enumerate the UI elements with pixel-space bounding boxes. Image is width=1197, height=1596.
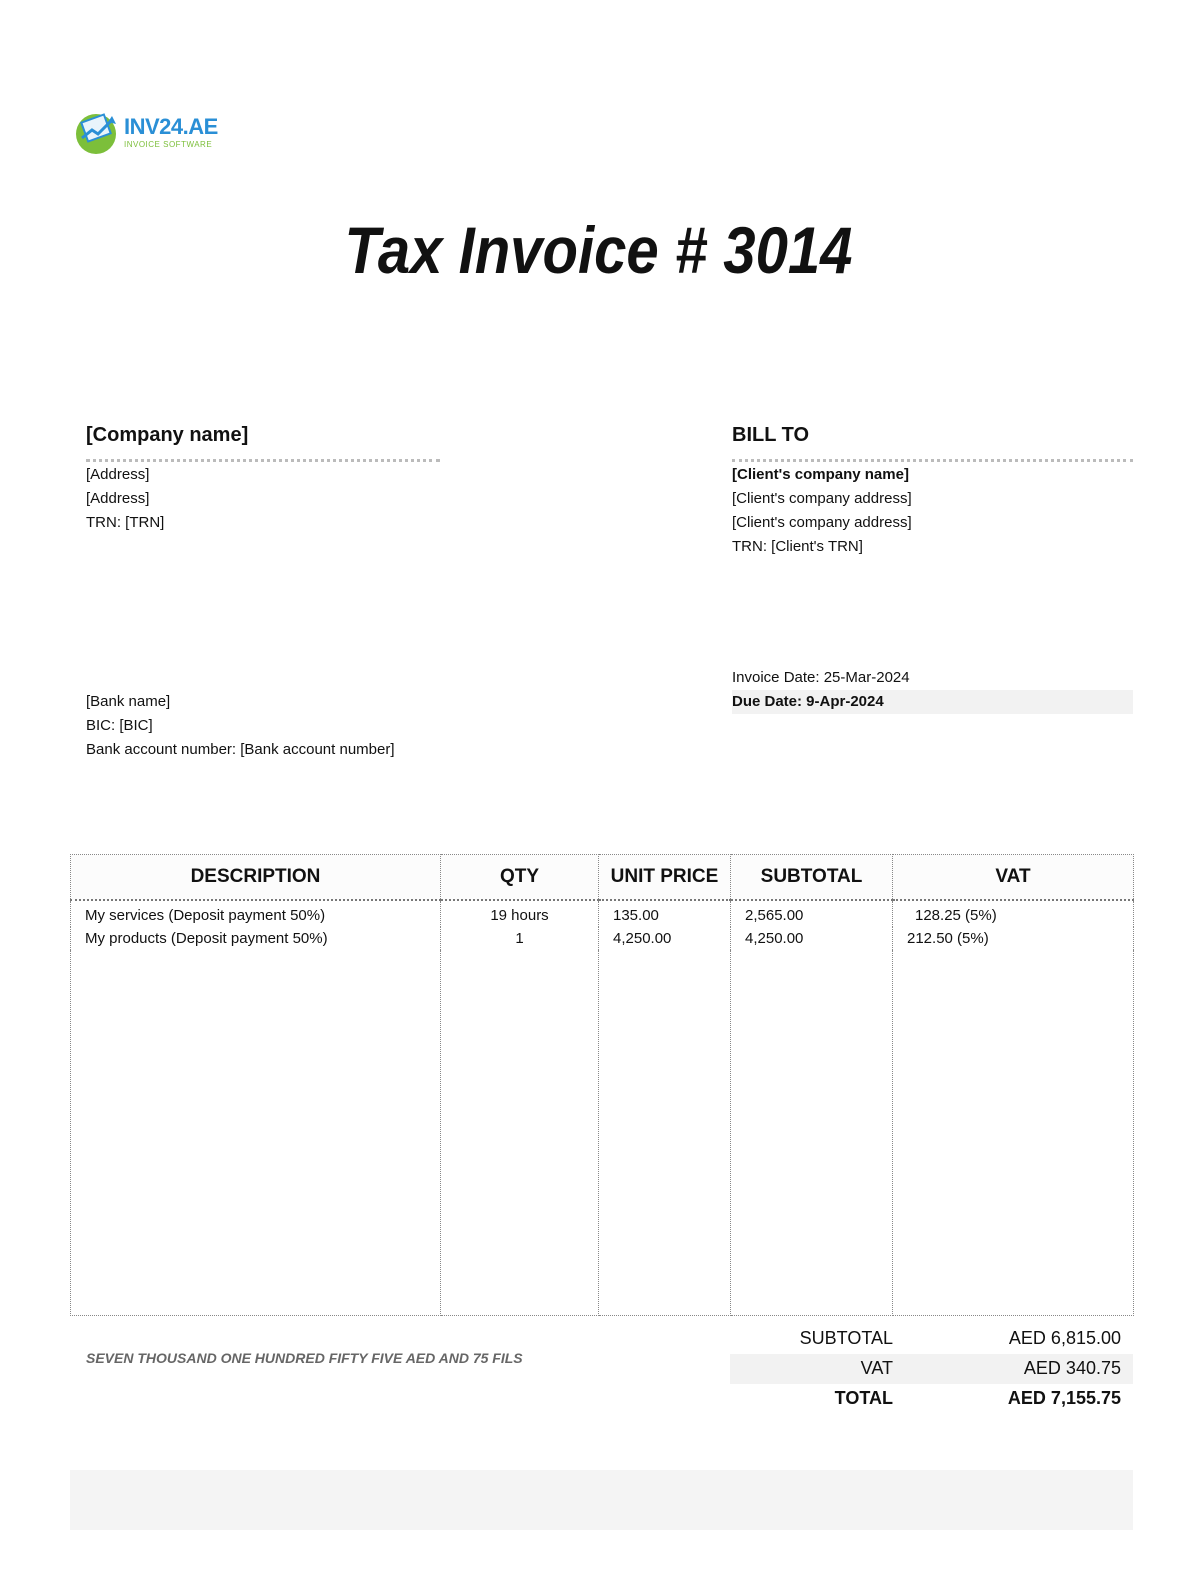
client-address-1: [Client's company address]	[732, 490, 912, 507]
header-qty: QTY	[441, 855, 599, 901]
bank-details	[86, 690, 395, 762]
header-unit-price: UNIT PRICE	[599, 855, 731, 901]
logo-mark	[72, 108, 122, 156]
row-description: My products (Deposit payment 50%)	[71, 927, 441, 950]
client-trn: TRN: [Client's TRN]	[732, 538, 863, 555]
row-description: My services (Deposit payment 50%)	[71, 900, 441, 927]
logo-tagline: INVOICE SOFTWARE	[124, 140, 213, 149]
bill-to-divider	[732, 459, 1133, 462]
totals-block	[730, 1324, 1133, 1414]
total-label: TOTAL	[834, 1388, 893, 1408]
total-value: AED 7,155.75	[1007, 1388, 1121, 1408]
row-vat: 212.50 (5%)	[893, 927, 1134, 950]
subtotal-row	[730, 1324, 1133, 1354]
row-qty: 1	[441, 927, 599, 950]
client-details	[732, 463, 912, 559]
total-row	[730, 1384, 1133, 1414]
bank-name: [Bank name]	[86, 693, 171, 710]
table-row	[71, 927, 1134, 950]
company-trn: TRN: [TRN]	[86, 514, 165, 531]
bill-to-title: BILL TO	[732, 424, 810, 446]
table-empty-area	[71, 950, 1134, 1316]
items-table	[70, 854, 1134, 1316]
invoice-title: Tax Invoice # 3014	[344, 213, 853, 287]
company-name: [Company name]	[86, 424, 249, 446]
due-date: Due Date: 9-Apr-2024	[732, 690, 1133, 714]
client-name: [Client's company name]	[732, 466, 909, 483]
table-row	[71, 900, 1134, 927]
bank-account: Bank account number: [Bank account number]	[86, 741, 395, 758]
header-description: DESCRIPTION	[71, 855, 441, 901]
logo-name: INV24.AE	[124, 114, 218, 139]
row-unit-price: 4,250.00	[599, 927, 731, 950]
invoice-dates	[732, 666, 1133, 714]
subtotal-label: SUBTOTAL	[799, 1328, 893, 1348]
header-subtotal: SUBTOTAL	[731, 855, 893, 901]
vat-row	[730, 1354, 1133, 1384]
client-address-2: [Client's company address]	[732, 514, 912, 531]
bank-bic: BIC: [BIC]	[86, 717, 153, 734]
table-header-row	[71, 855, 1134, 901]
amount-in-words: SEVEN THOUSAND ONE HUNDRED FIFTY FIVE AED AND 75 FILS	[86, 1350, 523, 1366]
vat-label: VAT	[860, 1358, 893, 1378]
vat-value: AED 340.75	[1023, 1358, 1121, 1378]
invoice-date: Invoice Date: 25-Mar-2024	[732, 669, 910, 686]
row-subtotal: 4,250.00	[731, 927, 893, 950]
row-qty: 19 hours	[441, 900, 599, 927]
footer-notes-box	[70, 1470, 1133, 1530]
header-vat: VAT	[893, 855, 1134, 901]
row-subtotal: 2,565.00	[731, 900, 893, 927]
company-details	[86, 463, 164, 535]
company-divider	[86, 459, 440, 462]
row-unit-price: 135.00	[599, 900, 731, 927]
subtotal-value: AED 6,815.00	[1008, 1328, 1121, 1348]
company-address-1: [Address]	[86, 466, 150, 483]
company-address-2: [Address]	[86, 490, 150, 507]
row-vat: 128.25 (5%)	[893, 900, 1134, 927]
